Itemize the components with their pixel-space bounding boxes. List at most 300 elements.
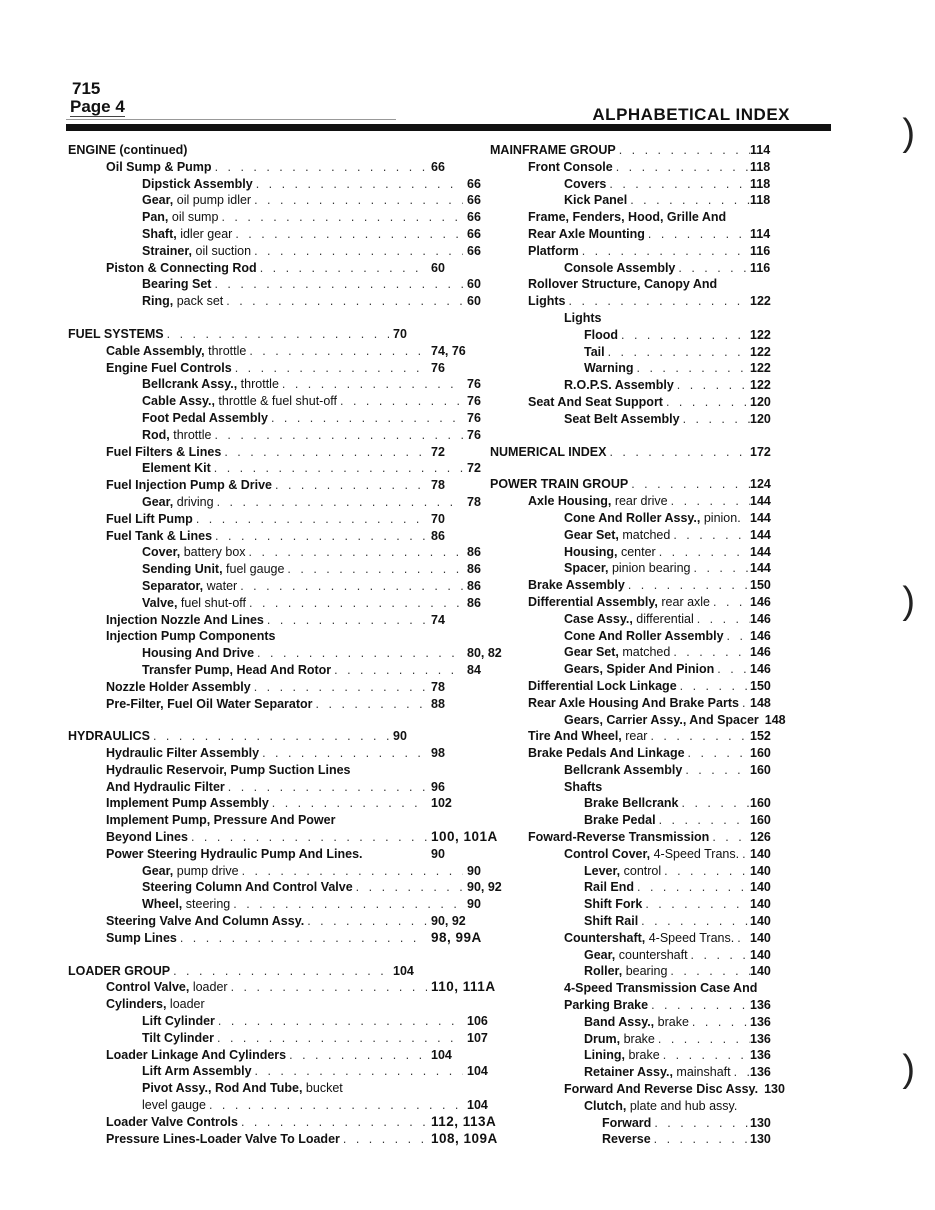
entry-label-bold: Flood — [584, 327, 619, 342]
index-entry — [490, 644, 780, 661]
entry-label-bold: Fuel Filters & Lines — [106, 444, 222, 459]
entry-label-bold: Implement Pump Assembly — [106, 796, 269, 811]
index-entry — [490, 1047, 780, 1064]
dot-leader — [616, 142, 750, 159]
index-entry — [68, 410, 537, 427]
index-entry — [68, 561, 537, 578]
entry-label-bold: Fuel Injection Pump & Drive — [106, 478, 272, 493]
entry-page-number: 118 — [750, 176, 771, 191]
index-column-left — [68, 142, 502, 1147]
dot-leader — [177, 930, 427, 947]
index-entry — [490, 1064, 780, 1081]
entry-label-bold: Fuel Lift Pump — [106, 511, 193, 526]
dot-leader — [648, 997, 750, 1014]
entry-label — [528, 678, 677, 695]
index-section-heading — [490, 142, 780, 159]
entry-page-number: 136 — [750, 1014, 771, 1029]
entry-label-bold: Tire And Wheel, — [528, 729, 622, 744]
entry-label — [564, 980, 757, 997]
index-entry — [490, 879, 780, 896]
entry-label-bold: Engine Fuel Controls — [106, 360, 232, 375]
dot-leader — [606, 444, 750, 461]
entry-label-bold: Roller, — [584, 964, 623, 979]
index-entry — [490, 594, 780, 611]
index-entry — [490, 243, 780, 260]
index-entry — [490, 611, 780, 628]
index-section-heading — [490, 476, 780, 493]
entry-label — [528, 394, 663, 411]
entry-label — [584, 1064, 731, 1081]
entry-label-bold: Shift Fork — [584, 897, 643, 912]
entry-label-bold: Retainer Assy., — [584, 1065, 673, 1080]
page-model-number: 715 — [72, 79, 101, 98]
entry-label — [528, 594, 710, 611]
entry-page-number: 78 — [431, 478, 445, 493]
dot-leader — [651, 1115, 750, 1132]
dot-leader — [188, 829, 427, 846]
dot-leader — [655, 1031, 750, 1048]
entry-page-number: 98, 99A — [431, 929, 482, 945]
entry-label-bold: Control Cover, — [564, 846, 651, 861]
entry-label — [106, 979, 228, 996]
dot-leader — [710, 594, 750, 611]
entry-label-bold: HYDRAULICS — [68, 729, 150, 744]
entry-label — [106, 1131, 340, 1148]
index-entry — [68, 276, 537, 293]
entry-label-bold: Forward And Reverse Disc Assy. — [564, 1082, 759, 1097]
entry-label — [584, 344, 605, 361]
index-entry — [68, 846, 501, 863]
index-entry — [68, 209, 537, 226]
dot-leader — [739, 846, 750, 863]
index-entry — [68, 176, 537, 193]
entry-page-number: 104 — [467, 1064, 488, 1079]
entry-page-number: 100, 101A — [431, 829, 498, 845]
dot-leader — [223, 293, 463, 310]
entry-label — [106, 762, 351, 779]
entry-label-bold: Bellcrank Assembly — [564, 762, 683, 777]
entry-label-bold: Forward — [602, 1115, 652, 1130]
entry-label-detail: 4-Speed Trans. — [650, 846, 740, 861]
index-entry — [490, 846, 780, 863]
index-entry — [68, 896, 537, 913]
entry-page-number: 122 — [750, 327, 771, 342]
entry-label-bold: Lift Arm Assembly — [142, 1064, 252, 1079]
entry-page-number: 60 — [467, 277, 481, 292]
dot-leader — [268, 410, 463, 427]
dot-leader — [343, 1080, 463, 1097]
entry-label-detail: oil suction — [192, 243, 252, 258]
entry-label — [584, 963, 667, 980]
entry-label-bold: Steering Valve And Column Assy. — [106, 914, 305, 929]
entry-page-number: 122 — [750, 344, 771, 359]
entry-label-bold: Housing And Drive — [142, 646, 255, 661]
entry-label-bold: Control Valve, — [106, 980, 190, 995]
entry-label-bold: NUMERICAL INDEX — [490, 444, 607, 459]
entry-label — [584, 1047, 660, 1064]
index-entry — [68, 1013, 537, 1030]
index-entry — [490, 226, 780, 243]
entry-page-number: 130 — [750, 1132, 771, 1147]
entry-label — [142, 561, 284, 578]
entry-page-number: 72 — [431, 444, 445, 459]
entry-label-bold: Steering Column And Control Valve — [142, 880, 353, 895]
entry-label — [142, 460, 211, 477]
entry-label-bold: Rollover Structure, Canopy And — [528, 277, 718, 292]
index-entry — [68, 427, 537, 444]
entry-label — [564, 560, 691, 577]
dot-leader — [363, 846, 427, 863]
entry-label — [528, 493, 668, 510]
dot-leader — [259, 745, 427, 762]
entry-label — [490, 476, 628, 493]
index-entry — [490, 762, 780, 779]
dot-leader — [335, 812, 427, 829]
entry-label-bold: Console Assembly — [564, 260, 676, 275]
dot-leader — [251, 192, 463, 209]
entry-label-bold: Case Assy., — [564, 611, 633, 626]
entry-label-bold: Pan, — [142, 210, 169, 225]
index-entry — [490, 829, 780, 846]
header-rule — [66, 124, 831, 131]
entry-page-number: 124 — [750, 477, 771, 492]
entry-label-bold: Lever, — [584, 863, 621, 878]
entry-label-bold: Sending Unit, — [142, 562, 223, 577]
dot-leader — [304, 913, 427, 930]
index-entry — [68, 745, 501, 762]
entry-label — [142, 243, 251, 260]
entry-label-bold: Loader Valve Controls — [106, 1114, 238, 1129]
entry-label — [142, 376, 279, 393]
dot-leader — [238, 1114, 427, 1131]
entry-page-number: 160 — [750, 762, 771, 777]
index-entry — [490, 192, 780, 209]
entry-label — [142, 645, 254, 662]
entry-label-bold: Element Kit — [142, 461, 211, 476]
dot-leader — [628, 476, 750, 493]
index-section-heading — [490, 444, 780, 461]
dot-leader — [627, 192, 750, 209]
entry-label-bold: Pre-Filter, Fuel Oil Water Separator — [106, 696, 313, 711]
entry-label-bold: Axle Housing, — [528, 494, 612, 509]
entry-label-bold: Cone And Roller Assy., — [564, 510, 701, 525]
entry-page-number — [763, 980, 793, 997]
dot-leader — [689, 1014, 750, 1031]
entry-page-number: 78 — [467, 494, 481, 509]
dot-leader — [225, 779, 427, 796]
entry-label-bold: Differential Assembly, — [528, 594, 658, 609]
entry-page-number: 90 — [467, 863, 481, 878]
entry-label — [106, 511, 193, 528]
index-entry — [490, 963, 780, 980]
entry-label — [564, 997, 648, 1014]
entry-label — [106, 913, 304, 930]
entry-label — [106, 260, 257, 277]
entry-label-detail: loader — [189, 980, 228, 995]
entry-label — [142, 276, 211, 293]
entry-label — [564, 310, 602, 327]
index-entry — [490, 745, 780, 762]
index-entry — [68, 996, 501, 1013]
entry-label — [528, 243, 579, 260]
entry-label — [584, 1031, 655, 1048]
index-entry — [490, 394, 780, 411]
entry-label-bold: Gear Set, — [564, 645, 619, 660]
entry-label — [142, 1030, 214, 1047]
entry-page-number: 140 — [750, 863, 771, 878]
binder-hole-mark-top: ) — [902, 112, 915, 154]
entry-page-number: 136 — [750, 1048, 771, 1063]
entry-page-number: 136 — [750, 998, 771, 1013]
entry-label-bold: Shift Rail — [584, 914, 639, 929]
entry-label-bold: Tail — [584, 344, 605, 359]
dot-leader — [638, 913, 750, 930]
entry-label-bold: Countershaft, — [564, 930, 646, 945]
entry-label-detail: control — [620, 863, 662, 878]
entry-label — [142, 427, 211, 444]
entry-label-bold: Spacer, — [564, 561, 609, 576]
entry-label — [584, 812, 656, 829]
entry-label — [142, 192, 251, 209]
index-entry — [490, 712, 786, 729]
index-entry — [68, 243, 537, 260]
entry-label-detail: throttle — [169, 427, 212, 442]
entry-label — [564, 192, 627, 209]
entry-label — [564, 661, 714, 678]
entry-label — [68, 728, 150, 745]
entry-label — [528, 276, 717, 293]
entry-page-number: 130 — [750, 1115, 771, 1130]
entry-page-number: 60 — [467, 294, 481, 309]
entry-page-number: 86 — [467, 562, 481, 577]
index-entry — [490, 695, 780, 712]
dot-leader — [150, 728, 389, 745]
entry-label-detail: bucket — [302, 1081, 343, 1096]
entry-label-bold: Foward-Reverse Transmission — [528, 830, 710, 845]
index-entry — [490, 577, 780, 594]
entry-label — [584, 327, 618, 344]
index-entry — [490, 661, 780, 678]
entry-label-bold: Shafts — [564, 779, 603, 794]
index-entry — [68, 544, 537, 561]
entry-label — [106, 829, 188, 846]
entry-label-bold: 4-Speed Transmission Case And — [564, 981, 758, 996]
entry-label — [564, 510, 741, 527]
entry-label-bold: Band Assy., — [584, 1014, 655, 1029]
dot-leader — [579, 243, 750, 260]
entry-label-bold: Pressure Lines-Loader Valve To Loader — [106, 1131, 340, 1146]
entry-label-bold: Sump Lines — [106, 930, 177, 945]
dot-leader — [211, 427, 463, 444]
dot-leader — [602, 779, 750, 796]
entry-label-detail: differential — [632, 611, 694, 626]
index-entry — [68, 645, 537, 662]
entry-page-number: 74 — [431, 612, 445, 627]
index-entry — [490, 779, 780, 796]
dot-leader — [605, 344, 750, 361]
index-entry — [490, 628, 780, 645]
entry-label-bold: Brake Pedal — [584, 813, 656, 828]
page-label: Page 4 — [70, 97, 125, 116]
index-section-heading — [68, 728, 463, 745]
entry-label — [602, 1131, 651, 1148]
dot-leader — [246, 544, 463, 561]
entry-label — [528, 745, 685, 762]
entry-label-bold: Cylinders, — [106, 997, 167, 1012]
entry-page-number: 122 — [750, 294, 771, 309]
dot-leader — [734, 930, 750, 947]
dot-leader — [660, 1047, 750, 1064]
entry-label — [584, 947, 688, 964]
dot-leader — [618, 327, 750, 344]
entry-page-number: 160 — [750, 813, 771, 828]
dot-leader — [680, 411, 750, 428]
index-entry — [490, 896, 780, 913]
index-entry — [68, 260, 501, 277]
entry-label-bold: Parking Brake — [564, 998, 649, 1013]
dot-leader — [682, 762, 750, 779]
entry-label — [106, 779, 225, 796]
entry-label — [142, 1097, 206, 1114]
dot-leader — [252, 1063, 463, 1080]
dot-leader — [694, 611, 750, 628]
entry-label-bold: Shaft, — [142, 226, 177, 241]
entry-label-detail: brake — [624, 1048, 660, 1063]
entry-page-number: 130 — [764, 1082, 785, 1097]
dot-leader — [661, 863, 750, 880]
entry-label-bold: Cable Assembly, — [106, 343, 205, 358]
entry-label-bold: Rear Axle Housing And Brake Parts — [528, 695, 739, 710]
entry-label-bold: R.O.P.S. Assembly — [564, 378, 674, 393]
entry-page-number: 104 — [467, 1098, 488, 1113]
entry-label — [142, 879, 353, 896]
dot-leader — [688, 947, 750, 964]
entry-label — [142, 544, 246, 561]
entry-label-bold: Covers — [564, 176, 607, 191]
entry-label-detail: 4-Speed Trans. — [645, 930, 735, 945]
entry-label-bold: Bellcrank Assy., — [142, 377, 238, 392]
entry-label-detail: center — [617, 544, 656, 559]
entry-label — [584, 1098, 737, 1115]
index-entry — [68, 578, 537, 595]
entry-label-detail: oil pump idler — [173, 193, 252, 208]
entry-label-bold: Kick Panel — [564, 193, 628, 208]
entry-label-detail: rear — [621, 729, 648, 744]
entry-label-bold: Cover, — [142, 545, 181, 560]
index-entry — [68, 460, 537, 477]
entry-label-detail: rear axle — [657, 594, 711, 609]
entry-page-number: 86 — [467, 578, 481, 593]
entry-label — [564, 176, 606, 193]
entry-label — [564, 628, 724, 645]
entry-label — [106, 343, 246, 360]
entry-label-bold: Frame, Fenders, Hood, Grille And — [528, 210, 727, 225]
index-section-heading — [68, 326, 463, 343]
entry-page-number: 76 — [467, 394, 481, 409]
index-entry — [68, 343, 501, 360]
dot-leader — [212, 159, 427, 176]
entry-label-detail: throttle — [204, 343, 247, 358]
entry-label-bold: Gear, — [142, 863, 174, 878]
entry-label-detail: oil sump — [168, 210, 219, 225]
index-entry — [490, 544, 780, 561]
entry-page-number: 148 — [750, 695, 771, 710]
dot-leader — [674, 377, 750, 394]
dot-leader — [675, 260, 750, 277]
entry-label — [142, 209, 218, 226]
index-entry — [490, 795, 780, 812]
dot-leader — [254, 645, 463, 662]
entry-page-number: 66 — [467, 226, 481, 241]
entry-label-bold: Injection Nozzle And Lines — [106, 612, 264, 627]
index-title: ALPHABETICAL INDEX — [592, 105, 790, 124]
entry-page-number: 148 — [764, 712, 786, 727]
dot-leader — [714, 661, 750, 678]
dot-leader — [230, 896, 463, 913]
dot-leader — [634, 360, 750, 377]
entry-label-bold: Seat And Seat Support — [528, 394, 663, 409]
entry-page-number: 76 — [467, 377, 481, 392]
entry-label-bold: Seat Belt Assembly — [564, 411, 680, 426]
entry-page-number: 72 — [467, 461, 481, 476]
entry-label — [106, 996, 205, 1013]
entry-label-bold: Bearing Set — [142, 277, 212, 292]
entry-page-number: 122 — [750, 378, 771, 393]
index-entry — [68, 829, 501, 846]
index-entry — [490, 678, 780, 695]
entry-label-bold: Power Steering Hydraulic Pump And Lines. — [106, 846, 363, 861]
dot-leader — [215, 1013, 463, 1030]
index-entry — [490, 560, 780, 577]
entry-label — [564, 411, 680, 428]
index-entry — [68, 812, 501, 829]
index-entry — [490, 527, 780, 544]
dot-leader — [709, 829, 750, 846]
dot-leader — [691, 560, 751, 577]
entry-page-number: 86 — [467, 595, 481, 610]
entry-label — [142, 1080, 343, 1097]
entry-page-number: 116 — [750, 243, 771, 258]
entry-label-detail: driving — [173, 494, 214, 509]
entry-label — [564, 1081, 758, 1098]
index-entry — [490, 913, 780, 930]
entry-label — [564, 377, 674, 394]
dot-leader — [193, 511, 427, 528]
entry-label-bold: FUEL SYSTEMS — [68, 326, 164, 341]
index-entry — [68, 376, 537, 393]
dot-leader — [214, 1030, 463, 1047]
entry-label-detail: throttle & fuel shut-off — [214, 394, 338, 409]
entry-page-number: 90, 92 — [431, 914, 466, 929]
entry-label-bold: Gears, Carrier Assy., And Spacer — [564, 712, 759, 727]
dot-leader — [726, 209, 750, 226]
entry-page-number: 108, 109A — [431, 1130, 498, 1146]
entry-page-number: 146 — [750, 662, 771, 677]
entry-label — [528, 695, 739, 712]
index-entry — [490, 863, 780, 880]
entry-page-number: 140 — [750, 930, 771, 945]
dot-leader — [246, 595, 463, 612]
dot-leader — [246, 343, 427, 360]
entry-label-bold: Lights — [564, 310, 602, 325]
entry-label-bold: Pivot Assy., Rod And Tube, — [142, 1081, 303, 1096]
index-entry — [68, 795, 501, 812]
entry-label-bold: Cable Assy., — [142, 394, 215, 409]
dot-leader — [218, 209, 463, 226]
entry-label-bold: Brake Bellcrank — [584, 796, 679, 811]
entry-label-bold: MAINFRAME GROUP — [490, 143, 616, 157]
entry-label — [564, 544, 656, 561]
